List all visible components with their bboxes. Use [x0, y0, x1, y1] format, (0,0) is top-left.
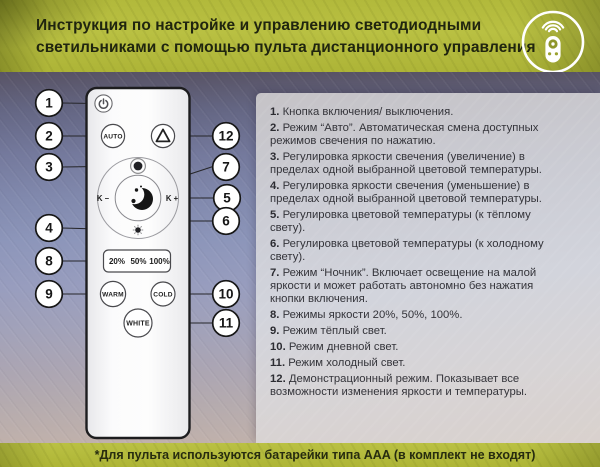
callout-2: [36, 123, 63, 150]
callout-3: [36, 154, 63, 181]
svg-text:11: 11: [218, 315, 234, 331]
instruction-item-10: 10. Режим дневной свет.: [270, 341, 399, 353]
battery-note: *Для пульта используются батарейки типа AAA (в комплект не входят): [94, 448, 536, 462]
callout-6: [213, 208, 240, 235]
warm-button: [100, 281, 125, 306]
auto-label: AUTO: [103, 133, 123, 141]
svg-text:5: 5: [223, 190, 231, 206]
cold-button: [151, 282, 175, 306]
demo-mode-button: [151, 124, 174, 147]
callout-4: [36, 215, 63, 242]
instruction-item-2: 2. Режим “Авто”. Автоматическая смена доступных режимов свечения по нажатию.: [270, 122, 539, 147]
instruction-item-1: 1. Кнопка включения/ выключения.: [270, 106, 454, 118]
svg-text:6: 6: [222, 213, 230, 229]
preset-100-label: 100%: [149, 257, 170, 266]
preset-20-label: 20%: [108, 257, 126, 266]
auto-button: [101, 124, 124, 147]
callout-12: [213, 123, 240, 150]
signal-waves-icon: [543, 22, 563, 31]
svg-text:9: 9: [45, 286, 53, 302]
page-title-line1: Инструкция по настройке и управлению светодиодными: [36, 17, 482, 34]
white-label: WHITE: [126, 320, 150, 328]
svg-text:1: 1: [45, 95, 53, 111]
instructions-panel: [256, 93, 600, 443]
instruction-item-4: 4. Регулировка яркости свечения (уменьшение) в пределах одной выбранной цветовой температуры.: [270, 180, 542, 205]
brightness-preset-bar: [104, 250, 171, 272]
svg-text:12: 12: [218, 128, 234, 144]
footer: [0, 443, 600, 467]
remote-signal-icon: [519, 9, 587, 75]
svg-text:3: 3: [45, 159, 53, 175]
callout-8: [36, 248, 63, 275]
brightness-down-icon: [133, 225, 143, 235]
page-title-line2: светильниками с помощью пульта дистанционного управления: [36, 39, 536, 56]
instruction-item-6: 6. Регулировка цветовой температуры (к холодному свету).: [270, 238, 544, 263]
callout-9: [36, 281, 63, 308]
main-content: [0, 72, 600, 443]
cold-label: COLD: [153, 291, 173, 299]
callout-1: [36, 90, 63, 117]
svg-text:8: 8: [45, 253, 53, 269]
preset-50-label: 50%: [130, 257, 147, 266]
instruction-item-8: 8. Режимы яркости 20%, 50%, 100%.: [270, 309, 463, 321]
power-button: [95, 95, 112, 112]
svg-text:7: 7: [222, 159, 230, 175]
white-button: [124, 309, 152, 337]
callout-7: [213, 154, 240, 181]
instruction-item-5: 5. Регулировка цветовой температуры (к тёплому свету).: [270, 209, 531, 234]
warm-label: WARM: [102, 291, 124, 299]
svg-text:2: 2: [45, 128, 53, 144]
instruction-item-3: 3. Регулировка яркости свечения (увеличение) в пределах одной выбранной цветовой температуры.: [270, 151, 542, 176]
remote-diagram: [0, 72, 256, 443]
svg-text:4: 4: [45, 220, 53, 236]
callout-10: [213, 281, 240, 308]
instruction-item-12: 12. Демонстрационный режим. Показывает все возможности изменения яркости и температуры.: [270, 373, 527, 398]
k-plus-label: K +: [165, 193, 179, 203]
k-minus-label: K –: [96, 193, 110, 203]
instruction-item-7: 7. Режим “Ночник”. Включает освещение на малой яркости и может работать автономно без нажатия кнопки включения.: [270, 267, 537, 305]
instruction-item-11: 11. Режим холодный свет.: [270, 357, 406, 369]
page-title: [36, 15, 536, 59]
header: [0, 0, 600, 72]
instruction-item-9: 9. Режим тёплый свет.: [270, 325, 387, 337]
callout-11: [213, 310, 240, 337]
svg-text:10: 10: [218, 286, 234, 302]
